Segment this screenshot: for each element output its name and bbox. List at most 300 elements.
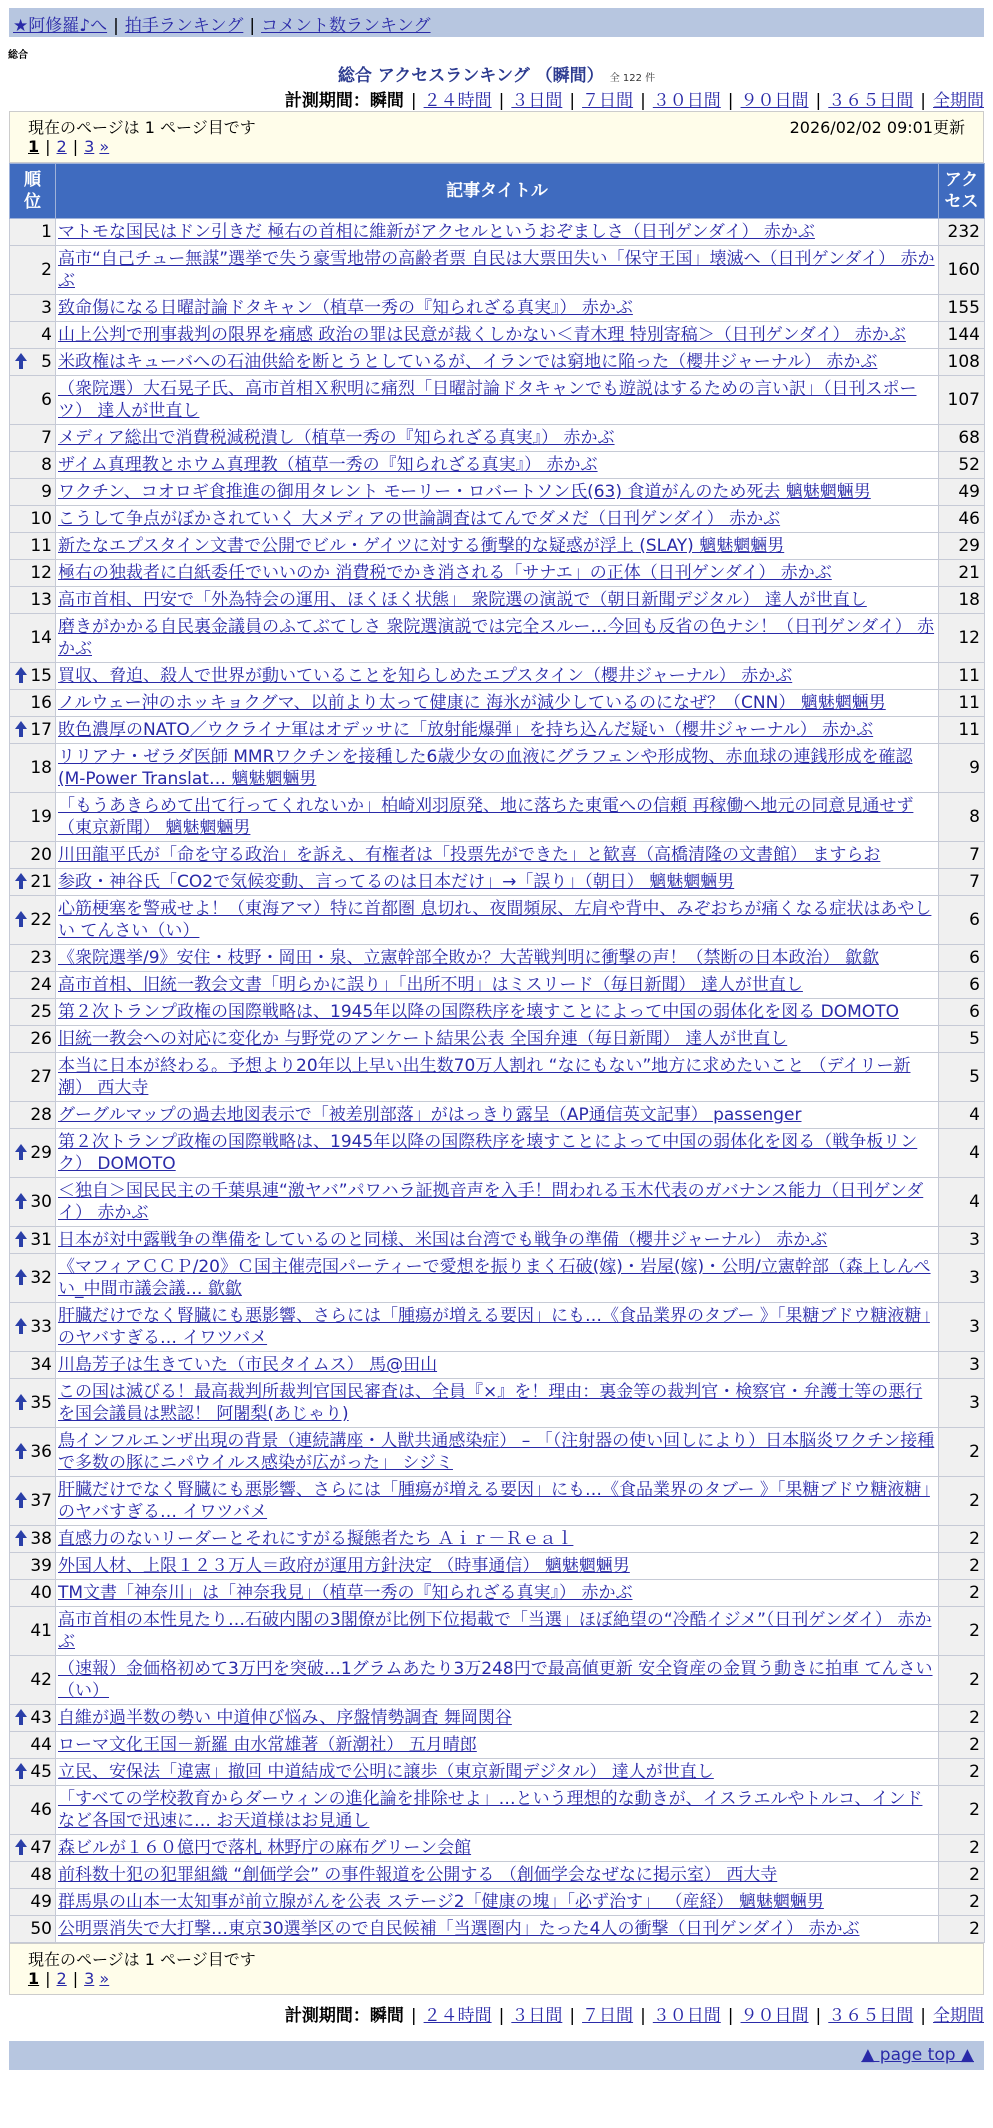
title-cell	[56, 999, 939, 1026]
table-row	[10, 1705, 985, 1732]
period-link[interactable]: ３日間	[511, 91, 563, 111]
title-cell	[56, 1553, 939, 1580]
rank-cell	[10, 1477, 56, 1526]
rank-number: 41	[30, 1621, 52, 1641]
rank-up-icon	[15, 721, 27, 729]
table-row	[10, 1580, 985, 1607]
table-row	[10, 1656, 985, 1705]
rank-number: 1	[41, 222, 52, 242]
article-link[interactable]: 極右の独裁者に白紙委任でいいのか 消費税でかき消される「サナエ」の正体（日刊ゲンダイ） 赤かぶ	[58, 563, 832, 583]
access-count: 11	[939, 690, 985, 717]
title-cell	[56, 1732, 939, 1759]
article-link[interactable]: ローマ文化王国－新羅 由水常雄著（新潮社） 五月晴郎	[58, 1735, 477, 1755]
article-link[interactable]: マトモな国民はドン引きだ 極右の首相に維新がアクセルというおぞましさ（日刊ゲンダイ） 赤かぶ	[58, 222, 815, 242]
table-row	[10, 1607, 985, 1656]
period-separator: |	[569, 2006, 576, 2026]
article-link[interactable]: 新たなエプスタイン文書で公開でビル・ゲイツに対する衝撃的な疑惑が浮上 (SLAY) 魑魅魍魎男	[58, 536, 785, 556]
pager-info	[28, 1947, 965, 1969]
period-link[interactable]: ９０日間	[740, 2006, 809, 2026]
title-cell	[56, 376, 939, 425]
rank-number: 28	[30, 1105, 52, 1125]
table-row	[10, 793, 985, 842]
access-count: 2	[939, 1656, 985, 1705]
table-row	[10, 1477, 985, 1526]
access-count: 107	[939, 376, 985, 425]
access-count: 2	[939, 1916, 985, 1943]
rank-number: 49	[30, 1892, 52, 1912]
article-link[interactable]: 肝臓だけでなく腎臓にも悪影響、さらには「腫瘍が増える要因」にも…《食品業界のタブー 》「果糖ブドウ糖液糖」のヤバすぎる… イワツバメ	[58, 1480, 930, 1522]
page-link[interactable]: 3	[84, 137, 95, 156]
rank-up-icon	[15, 667, 27, 675]
access-count: 2	[939, 1705, 985, 1732]
access-count: 160	[939, 246, 985, 295]
access-count: 2	[939, 1553, 985, 1580]
page-current: 1	[28, 1969, 40, 1988]
table-row	[10, 1129, 985, 1178]
page-heading	[0, 61, 993, 86]
rank-number: 43	[30, 1708, 52, 1728]
title-cell	[56, 1580, 939, 1607]
table-row	[10, 219, 985, 246]
article-link[interactable]: ＜独自＞国民民主の千葉県連“激ヤバ”パワハラ証拠音声を入手！問われる玉木代表のガバナンス能力（日刊ゲンダイ） 赤かぶ	[58, 1181, 924, 1223]
article-link[interactable]: こうして争点がぼかされていく 大メディアの世論調査はてんでダメだ（日刊ゲンダイ） 赤かぶ	[58, 509, 781, 529]
period-link[interactable]: ７日間	[582, 2006, 634, 2026]
table-row	[10, 1553, 985, 1580]
rank-number: 30	[30, 1192, 52, 1212]
rank-up-icon	[15, 1839, 27, 1847]
table-row	[10, 533, 985, 560]
period-separator: |	[410, 2006, 417, 2026]
title-cell	[56, 1916, 939, 1943]
period-separator: |	[569, 91, 576, 111]
access-count: 155	[939, 295, 985, 322]
next-page-link[interactable]: »	[99, 137, 110, 156]
rank-number: 32	[30, 1268, 52, 1288]
article-link[interactable]: 米政権はキューバへの石油供給を断とうとしているが、イランでは窮地に陥った（櫻井ジャーナル） 赤かぶ	[58, 352, 878, 372]
rank-number: 47	[30, 1838, 52, 1858]
rank-cell	[10, 1379, 56, 1428]
pagination	[28, 137, 965, 159]
period-link[interactable]: ３日間	[511, 2006, 563, 2026]
article-link[interactable]: 森ビルが１６０億円で落札 林野庁の麻布グリーン会館	[58, 1838, 472, 1858]
article-link[interactable]: TM文書「神奈川」は「神奈我見」（植草一秀の『知られざる真実』） 赤かぶ	[58, 1583, 633, 1603]
period-separator: |	[410, 91, 417, 111]
table-header-row	[10, 164, 985, 219]
article-link[interactable]: 肝臓だけでなく腎臓にも悪影響、さらには「腫瘍が増える要因」にも…《食品業界のタブー 》「果糖ブドウ糖液糖」のヤバすぎる… イワツバメ	[58, 1306, 930, 1348]
title-cell	[56, 842, 939, 869]
access-count: 7	[939, 869, 985, 896]
home-link[interactable]: ★阿修羅♪へ	[13, 16, 108, 36]
table-row	[10, 744, 985, 793]
access-count: 2	[939, 1732, 985, 1759]
article-link[interactable]: ノルウェー沖のホッキョクグマ、以前より太って健康に 海氷が減少しているのになぜ？（CNN） 魑魅魍魎男	[58, 693, 886, 713]
access-count: 3	[939, 1352, 985, 1379]
clap-ranking-link[interactable]: 拍手ランキング	[124, 16, 244, 36]
table-row	[10, 1102, 985, 1129]
title-cell	[56, 1759, 939, 1786]
page-link[interactable]: 3	[84, 1969, 95, 1988]
rank-number: 31	[30, 1230, 52, 1250]
title-cell	[56, 295, 939, 322]
rank-up-icon	[15, 1318, 27, 1326]
article-link[interactable]: （衆院選）大石晃子氏、高市首相Ｘ釈明に痛烈「日曜討論ドタキャンでも遊説はするための言い訳」（日刊スポーツ） 達人が世直し	[58, 379, 917, 421]
title-cell	[56, 717, 939, 744]
period-separator: |	[640, 2006, 646, 2026]
access-count: 49	[939, 479, 985, 506]
access-count: 2	[939, 1607, 985, 1656]
title-cell	[56, 452, 939, 479]
access-count: 108	[939, 349, 985, 376]
period-link[interactable]: ３６５日間	[828, 2006, 914, 2026]
access-count: 3	[939, 1379, 985, 1428]
rank-cell	[10, 425, 56, 452]
rank-cell	[10, 663, 56, 690]
section-label: 総合	[8, 50, 28, 61]
article-link[interactable]: 第２次トランプ政権の国際戦略は、1945年以降の国際秩序を壊すことによって中国の弱体化を図る（戦争板リンク） DOMOTO	[58, 1132, 918, 1174]
pager-bottom	[9, 1943, 984, 1995]
access-count: 232	[939, 219, 985, 246]
rank-up-icon	[15, 911, 27, 919]
rank-cell	[10, 945, 56, 972]
table-row	[10, 587, 985, 614]
access-count: 2	[939, 1835, 985, 1862]
title-cell	[56, 1656, 939, 1705]
rank-up-icon	[15, 1269, 27, 1277]
rank-cell	[10, 1178, 56, 1227]
period-separator: |	[727, 2006, 734, 2026]
rank-number: 25	[30, 1002, 52, 1022]
access-count: 2	[939, 1580, 985, 1607]
article-link[interactable]: グーグルマップの過去地図表示で「被差別部落」がはっきり露呈（AP通信英文記事） passenger	[58, 1105, 802, 1125]
access-count: 5	[939, 1053, 985, 1102]
rank-cell	[10, 1053, 56, 1102]
rank-cell	[10, 999, 56, 1026]
rank-number: 42	[30, 1670, 52, 1690]
title-cell	[56, 1303, 939, 1352]
table-row	[10, 1428, 985, 1477]
period-link[interactable]: ７日間	[582, 91, 634, 111]
rank-number: 37	[30, 1491, 52, 1511]
access-count: 29	[939, 533, 985, 560]
rank-cell	[10, 1227, 56, 1254]
article-link[interactable]: 川田龍平氏が「命を守る政治」を訴え、有権者は「投票先ができた」と歓喜（高橋清隆の文書館） ますらお	[58, 845, 881, 865]
title-cell	[56, 869, 939, 896]
period-link[interactable]: ３６５日間	[828, 91, 914, 111]
period-separator: |	[815, 91, 822, 111]
rank-cell	[10, 1026, 56, 1053]
access-count: 5	[939, 1026, 985, 1053]
article-link[interactable]: （速報）金価格初めて3万円を突破…1グラムあたり3万248円で最高値更新 安全資産の金買う動きに拍車 てんさい（い）	[58, 1659, 933, 1701]
rank-cell	[10, 246, 56, 295]
access-count: 68	[939, 425, 985, 452]
rank-number: 15	[30, 666, 52, 686]
article-link[interactable]: 「すべての学校教育からダーウィンの進化論を排除せよ」…という理想的な動きが、イスラエルやトルコ、インドなど各国で迅速に… お天道様はお見通し	[58, 1789, 923, 1831]
title-cell	[56, 1705, 939, 1732]
title-cell	[56, 614, 939, 663]
period-selector-top	[285, 86, 984, 111]
table-row	[10, 1026, 985, 1053]
rank-number: 18	[30, 758, 52, 778]
access-count: 4	[939, 1178, 985, 1227]
title-cell	[56, 1607, 939, 1656]
rank-cell	[10, 1580, 56, 1607]
rank-cell	[10, 1303, 56, 1352]
rank-number: 34	[30, 1355, 52, 1375]
period-current: 瞬間	[369, 91, 404, 111]
period-link[interactable]: ３０日間	[652, 2006, 721, 2026]
title-cell	[56, 1254, 939, 1303]
title-cell	[56, 506, 939, 533]
title-cell	[56, 1053, 939, 1102]
table-row	[10, 1732, 985, 1759]
rank-number: 38	[30, 1529, 52, 1549]
table-row	[10, 452, 985, 479]
page-current: 1	[28, 137, 40, 156]
article-link[interactable]: 「もうあきらめて出て行ってくれないか」柏崎刈羽原発、地に落ちた東電への信頼 再稼働へ地元の同意見通せず （東京新聞） 魑魅魍魎男	[58, 796, 914, 838]
rank-number: 26	[30, 1029, 52, 1049]
period-separator: |	[920, 2006, 926, 2026]
article-link[interactable]: 鳥インフルエンザ出現の背景（連続講座・人獣共通感染症） – 「（注射器の使い回しにより）日本脳炎ワクチン接種で多数の豚にニパウイルス感染が広がった」 シジミ	[58, 1431, 935, 1473]
title-cell	[56, 1835, 939, 1862]
article-link[interactable]: 公明票消失で大打撃…東京30選挙区ので自民候補「当選圏内」たった4人の衝撃（日刊ゲンダイ） 赤かぶ	[58, 1919, 860, 1939]
article-link[interactable]: 山上公判で刑事裁判の限界を痛感 政治の罪は民意が裁くしかない＜青木理 特別寄稿＞（日刊ゲンダイ） 赤かぶ	[58, 325, 906, 345]
rank-number: 16	[30, 693, 52, 713]
rank-up-icon	[15, 1530, 27, 1538]
article-link[interactable]: 買収、脅迫、殺人で世界が動いていることを知らしめたエプスタイン（櫻井ジャーナル） 赤かぶ	[58, 666, 793, 686]
rank-cell	[10, 533, 56, 560]
rank-number: 14	[30, 628, 52, 648]
access-count: 144	[939, 322, 985, 349]
pagination	[28, 1969, 965, 1991]
access-count: 2	[939, 1889, 985, 1916]
rank-number: 4	[41, 325, 52, 345]
rank-number: 6	[41, 390, 52, 410]
title-cell	[56, 663, 939, 690]
access-count: 18	[939, 587, 985, 614]
rank-up-icon	[15, 1763, 27, 1771]
article-link[interactable]: リリアナ・ゼラダ医師 MMRワクチンを接種した6歳少女の血液にグラフェンや形成物、赤血球の連銭形成を確認 (M-Power Translat… 魑魅魍魎男	[58, 747, 913, 789]
table-row	[10, 1889, 985, 1916]
rank-number: 10	[30, 509, 52, 529]
pager-info	[28, 115, 965, 137]
rank-number: 46	[30, 1800, 52, 1820]
rank-number: 20	[30, 845, 52, 865]
title-cell	[56, 744, 939, 793]
rank-cell	[10, 1862, 56, 1889]
ranking-table	[9, 163, 985, 1943]
rank-cell	[10, 793, 56, 842]
period-link[interactable]: 全期間	[933, 2006, 984, 2026]
comment-ranking-link[interactable]: コメント数ランキング	[261, 16, 431, 36]
rank-number: 50	[30, 1919, 52, 1939]
access-count: 9	[939, 744, 985, 793]
rank-cell	[10, 1526, 56, 1553]
title-cell	[56, 560, 939, 587]
page-link[interactable]: 2	[56, 1969, 67, 1988]
article-link[interactable]: 川島芳子は生きていた（市民タイムス） 馬@田山	[58, 1355, 438, 1375]
rank-number: 8	[41, 455, 52, 475]
access-count: 3	[939, 1227, 985, 1254]
period-selector-bottom	[285, 2001, 984, 2026]
rank-number: 48	[30, 1865, 52, 1885]
rank-number: 2	[41, 260, 52, 280]
title-cell	[56, 1428, 939, 1477]
period-link[interactable]: ２４時間	[423, 91, 492, 111]
rank-cell	[10, 896, 56, 945]
period-link[interactable]: ９０日間	[740, 91, 809, 111]
article-link[interactable]: 前科数十犯の犯罪組織 “創価学会” の事件報道を公開する （創価学会なぜなに掲示室） 西大寺	[58, 1865, 778, 1885]
rank-cell	[10, 219, 56, 246]
table-row	[10, 717, 985, 744]
rank-up-icon	[15, 1231, 27, 1239]
rank-up-icon	[15, 1394, 27, 1402]
rank-number: 19	[30, 807, 52, 827]
table-row	[10, 349, 985, 376]
rank-number: 12	[30, 563, 52, 583]
access-count: 2	[939, 1862, 985, 1889]
rank-number: 3	[41, 298, 52, 318]
rank-up-icon	[15, 1709, 27, 1717]
title-cell	[56, 1102, 939, 1129]
pager-top	[9, 111, 984, 163]
article-link[interactable]: 磨きがかかる自民裏金議員のふてぶてしさ 衆院選演説では完全スルー…今回も反省の色ナシ！（日刊ゲンダイ） 赤かぶ	[58, 617, 935, 659]
current-page-text: 現在のページは 1 ページ目です	[28, 1950, 256, 1969]
article-link[interactable]: ワクチン、コオロギ食推進の御用タレント モーリー・ロバートソン氏(63) 食道がんのため死去 魑魅魍魎男	[58, 482, 871, 502]
access-count: 12	[939, 614, 985, 663]
article-link[interactable]: メディア総出で消費税減税潰し（植草一秀の『知られざる真実』） 赤かぶ	[58, 428, 615, 448]
period-separator: |	[727, 91, 734, 111]
rank-number: 11	[30, 536, 52, 556]
period-link[interactable]: 全期間	[933, 91, 984, 111]
title-cell	[56, 1379, 939, 1428]
rank-cell	[10, 1835, 56, 1862]
footer-bar	[9, 2041, 984, 2070]
rank-number: 40	[30, 1583, 52, 1603]
rank-cell	[10, 1102, 56, 1129]
title-cell	[56, 793, 939, 842]
page-link[interactable]: 2	[56, 137, 67, 156]
title-cell	[56, 1889, 939, 1916]
article-link[interactable]: 高市首相の本性見たり…石破内閣の3閣僚が比例下位掲載で「当選」ほぼ絶望の“冷酷イジメ”（日刊ゲンダイ） 赤かぶ	[58, 1610, 932, 1652]
article-link[interactable]: 致命傷になる日曜討論ドタキャン（植草一秀の『知られざる真実』） 赤かぶ	[58, 298, 633, 318]
rank-cell	[10, 452, 56, 479]
next-page-link[interactable]: »	[99, 1969, 110, 1988]
title-cell	[56, 219, 939, 246]
table-row	[10, 999, 985, 1026]
article-link[interactable]: 直感力のないリーダーとそれにすがる擬態者たち Ａｉｒ－Ｒｅａｌ	[58, 1529, 574, 1549]
current-page-text: 現在のページは 1 ページ目です	[28, 118, 256, 137]
article-link[interactable]: 立民、安保法「違憲」撤回 中道結成で公明に譲歩（東京新聞デジタル） 達人が世直し	[58, 1762, 714, 1782]
period-link[interactable]: ３０日間	[652, 91, 721, 111]
title-cell	[56, 1786, 939, 1835]
rank-number: 13	[30, 590, 52, 610]
table-row	[10, 376, 985, 425]
period-separator: |	[640, 91, 646, 111]
table-row	[10, 295, 985, 322]
title-cell	[56, 1129, 939, 1178]
article-link[interactable]: 群馬県の山本一太知事が前立腺がんを公表 ステージ2「健康の塊」「必ず治す」 （産経） 魑魅魍魎男	[58, 1892, 824, 1912]
page-separator: |	[72, 1969, 79, 1988]
access-count: 6	[939, 972, 985, 999]
title-cell	[56, 533, 939, 560]
rank-up-icon	[15, 1144, 27, 1152]
access-count: 2	[939, 1759, 985, 1786]
access-count: 21	[939, 560, 985, 587]
article-link[interactable]: 敗色濃厚のNATO／ウクライナ軍はオデッサに「放射能爆弾」を持ち込んだ疑い（櫻井ジャーナル） 赤かぶ	[58, 720, 874, 740]
table-row	[10, 869, 985, 896]
article-link[interactable]: ザイム真理教とホウム真理教（植草一秀の『知られざる真実』） 赤かぶ	[58, 455, 598, 475]
nav-separator: |	[249, 16, 256, 36]
rank-number: 5	[41, 352, 52, 372]
page-separator: |	[45, 137, 51, 156]
rank-number: 21	[30, 872, 52, 892]
period-separator: |	[498, 2006, 505, 2026]
rank-cell	[10, 1428, 56, 1477]
rank-up-icon	[15, 873, 27, 881]
title-cell	[56, 945, 939, 972]
article-link[interactable]: 外国人材、上限１２３万人＝政府が運用方針決定 （時事通信） 魑魅魍魎男	[58, 1556, 630, 1576]
title-cell	[56, 1477, 939, 1526]
table-row	[10, 1916, 985, 1943]
column-header-rank: 順位	[10, 164, 56, 219]
rank-number: 39	[30, 1556, 52, 1576]
access-count: 7	[939, 842, 985, 869]
page-top-link[interactable]: ▲ page top ▲	[861, 2045, 974, 2065]
rank-up-icon	[15, 1193, 27, 1201]
access-count: 3	[939, 1303, 985, 1352]
rank-up-icon	[15, 1492, 27, 1500]
article-link[interactable]: 《衆院選挙/9》安住・枝野・岡田・泉、立憲幹部全敗か？大苦戦判明に衝撃の声！（禁断の日本政治） 歙歙	[58, 948, 879, 968]
top-nav-bar	[9, 8, 984, 37]
rank-number: 44	[30, 1735, 52, 1755]
article-link[interactable]: 《マフィアＣＣＰ/20》Ｃ国主催売国パーティーで愛想を振りまく石破(嫁)・岩屋(嫁)・公明/立憲幹部（森上しんぺい_中間市議会議… 歙歙	[58, 1257, 931, 1299]
rank-number: 9	[41, 482, 52, 502]
period-label: 計測期間：	[284, 91, 370, 111]
table-row	[10, 479, 985, 506]
article-link[interactable]: 本当に日本が終わる。予想より20年以上早い出生数70万人割れ “なにもない”地方に求めたいこと （デイリー新潮） 西大寺	[58, 1056, 911, 1098]
article-link[interactable]: 参政・神谷氏「CO2で気候変動、言ってるのは日本だけ」→「誤り」（朝日） 魑魅魍魎男	[58, 872, 735, 892]
article-link[interactable]: 自維が過半数の勢い 中道伸び悩み、序盤情勢調査 舞岡関谷	[58, 1708, 512, 1728]
period-link[interactable]: ２４時間	[423, 2006, 492, 2026]
rank-cell	[10, 1759, 56, 1786]
title-cell	[56, 972, 939, 999]
title-cell	[56, 425, 939, 452]
rank-cell	[10, 295, 56, 322]
access-count: 46	[939, 506, 985, 533]
rank-number: 17	[30, 720, 52, 740]
article-link[interactable]: 高市“自己チュー無謀”選挙で失う豪雪地帯の高齢者票 自民は大票田失い「保守王国」壊滅へ（日刊ゲンダイ） 赤かぶ	[58, 249, 935, 291]
article-link[interactable]: この国は滅びる！最高裁判所裁判官国民審査は、全員『×』を！理由：裏金等の裁判官・検察官・弁護士等の悪行を国会議員は黙認！ 阿闍梨(あじゃり)	[58, 1382, 923, 1424]
access-count: 2	[939, 1526, 985, 1553]
title-cell	[56, 1352, 939, 1379]
title-cell	[56, 1227, 939, 1254]
access-count: 6	[939, 945, 985, 972]
article-link[interactable]: 第２次トランプ政権の国際戦略は、1945年以降の国際秩序を壊すことによって中国の弱体化を図る DOMOTO	[58, 1002, 899, 1022]
article-link[interactable]: 日本が対中露戦争の準備をしているのと同様、米国は台湾でも戦争の準備（櫻井ジャーナル） 赤かぶ	[58, 1230, 828, 1250]
title-cell	[56, 246, 939, 295]
title-cell	[56, 322, 939, 349]
table-row	[10, 425, 985, 452]
period-current: 瞬間	[369, 2006, 404, 2026]
article-link[interactable]: 高市首相、旧統一教会文書「明らかに誤り」「出所不明」はミスリード（毎日新聞） 達人が世直し	[58, 975, 803, 995]
column-header-access: アクセス	[939, 164, 985, 219]
rank-cell	[10, 717, 56, 744]
rank-cell	[10, 1705, 56, 1732]
article-link[interactable]: 旧統一教会への対応に変化か 与野党のアンケート結果公表 全国弁連（毎日新聞） 達人が世直し	[58, 1029, 788, 1049]
article-link[interactable]: 高市首相、円安で「外為特会の運用、ほくほく状態」 衆院選の演説で（朝日新聞デジタル） 達人が世直し	[58, 590, 867, 610]
article-link[interactable]: 心筋梗塞を警戒せよ！（東海アマ）特に首都圏 息切れ、夜間頻尿、左肩や背中、みぞおちが痛くなる症状はあやしい てんさい（い）	[58, 899, 932, 941]
table-row	[10, 972, 985, 999]
